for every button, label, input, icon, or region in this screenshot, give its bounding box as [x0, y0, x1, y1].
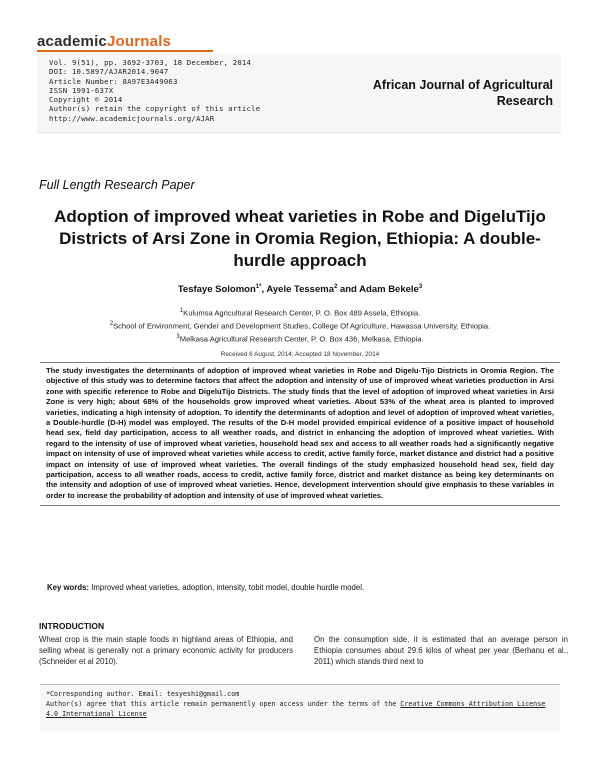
- author-name: Adam Bekele: [359, 284, 419, 296]
- license-statement: [46, 699, 554, 719]
- logo-text-academic: academic: [37, 33, 107, 50]
- meta-doi[interactable]: DOI: 10.5897/AJAR2014.9047: [49, 67, 169, 77]
- affiliation-text: School of Environment, Gender and Development Studies, College Of Agriculture, Hawassa University, Ethiopia.: [113, 321, 491, 331]
- meta-issn: ISSN 1991-637X: [49, 85, 114, 95]
- journal-name-line-1: African Journal of Agricultural: [372, 78, 553, 92]
- meta-rights: Author(s) retain the copyright of this article: [49, 104, 261, 114]
- section-heading-introduction: INTRODUCTION: [39, 621, 105, 631]
- meta-copyright: Copyright © 2014: [49, 95, 123, 105]
- affiliation-3: [40, 332, 560, 345]
- affiliations: [40, 306, 560, 345]
- affiliation-sup: 3: [176, 334, 180, 341]
- license-text: Author(s) agree that this article remain permanently open access under the terms of the: [46, 700, 401, 708]
- affiliation-2: [40, 319, 560, 332]
- affiliation-text: Kulumsa Agricultural Research Center, P. O. Box 489 Assela, Ethiopia.: [183, 308, 421, 318]
- keywords-text: Improved wheat varieties, adoption, intensity, tobit model, double hurdle model.: [91, 583, 365, 592]
- author-sup: 1*: [255, 284, 262, 290]
- paper-type: Full Length Research Paper: [39, 178, 195, 192]
- affiliation-sup: 1: [179, 308, 184, 314]
- author-name: Tesfaye Solomon: [177, 284, 256, 296]
- author-sep: and: [337, 284, 360, 296]
- author-list: [40, 284, 560, 295]
- journal-name-line-2: Research: [496, 94, 553, 108]
- affiliation-text: Melkasa Agricultural Research Center, P. O. Box 436, Melkasa, Ethiopia.: [179, 334, 424, 344]
- corresponding-author: *Corresponding author. Email: tesyeshi@gmail.com: [46, 690, 240, 698]
- keywords-label: Key words:: [47, 583, 90, 592]
- abstract: The study investigates the determinants of adoption of improved wheat varieties in Robe and Digelu-Tijo Districts in Oromia Region. The objective of this study was to determine factors that affect the adoption and intensity of use of improved wheat varieties production in Arsi zone with specific reference to Robe and DigeluTijo Districts. The study finds that the level of adoption of improved wheat varieties in Arsi Zone is very high; about 68% of the households grow improved wheat varieties. About 53% of the wheat area is planted to improved varieties, indicating a high intensity of adoption. To identify the determinants of adoption and level of adoption of improved wheat varieties, a Double-hurdle (D-H) model was employed. The results of the D-H model provided empirical evidence of a positive impact of household head sex, field day participation, access to all weather roads, and district in enhancing the adoption of improved wheat varieties. With regard to the intensity of use of improved wheat varieties, household head sex and access to all weather roads had a significantly negative impact on intensity of use of improved wheat varieties while access to credit, active family force, market distance and district had a positive impact on intensity of use of improved wheat varieties. The overall findings of the study emphasized household head sex, field day participation, access to all weather roads, access to credit, active family force, district and market distance as being key determinants on the intensity and adoption of use of improved wheat varieties. Hence, development intervention should give emphasis to these variables in order to increase the probability of adoption and intensity of use of improved wheat varieties.: [40, 362, 560, 506]
- author-sup: 2: [333, 284, 338, 290]
- publisher-logo: [37, 33, 171, 50]
- meta-article-number: Article Number: 8A97E3A49063: [49, 76, 178, 86]
- author-name: Ayele Tessema: [266, 284, 334, 296]
- paper-title: Adoption of improved wheat varieties in Robe and DigeluTijo Districts of Arsi Zone in Oromia Region, Ethiopia: A double-hurdle approach: [54, 207, 546, 270]
- body-column-left: Wheat crop is the main staple foods in highland areas of Ethiopia, and selling wheat is generally not a primary economic activity for producers (Schneider et al 2010).: [39, 635, 293, 666]
- meta-url-link[interactable]: http://www.academicjournals.org/AJAR: [49, 113, 215, 123]
- received-dates: Received 6 August, 2014; Accepted 18 November, 2014: [220, 351, 380, 358]
- keywords: [47, 583, 364, 592]
- affiliation-1: [40, 306, 560, 319]
- journal-name: [313, 77, 553, 109]
- affiliation-sup: 2: [109, 321, 114, 328]
- author-sep: ,: [261, 284, 267, 296]
- license-link[interactable]: Creative Commons Attribution License 4.0 International License: [46, 700, 546, 718]
- body-column-right: On the consumption side, it is estimated that an average person in Ethiopia consumes about 29.6 kilos of wheat per year (Berhanu et al., 2011) which stands third next to: [314, 635, 568, 666]
- meta-volume: Vol. 9(51), pp. 3692-3703, 18 December, 2014: [49, 58, 252, 67]
- logo-text-journals: Journals: [106, 33, 172, 50]
- footnote-box: [40, 684, 560, 731]
- author-sup: 3: [418, 284, 423, 290]
- logo-underline: [37, 50, 213, 52]
- article-meta: [49, 58, 319, 123]
